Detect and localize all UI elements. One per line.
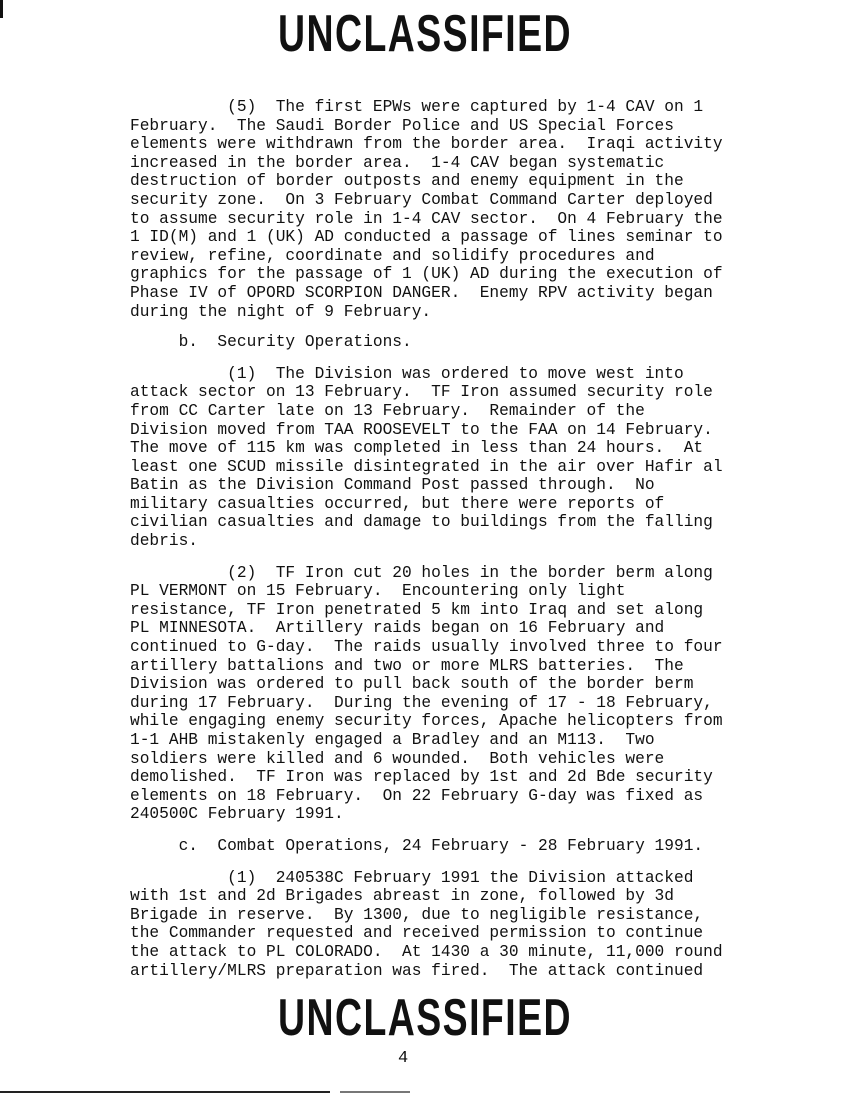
text-line: increased in the border area. 1-4 CAV began systematic — [130, 153, 665, 172]
text-line: graphics for the passage of 1 (UK) AD during the execution of — [130, 265, 723, 284]
text-line: resistance, TF Iron penetrated 5 km into Iraq and set along — [130, 600, 704, 619]
paragraph-security-1 — [130, 365, 723, 551]
document-body — [130, 98, 723, 980]
text-line: during 17 February. During the evening of 17 - 18 February, — [130, 693, 713, 712]
text-line: 1 ID(M) and 1 (UK) AD conducted a passage of lines seminar to — [130, 228, 723, 247]
text-line: Division was ordered to pull back south of the border berm — [130, 675, 694, 694]
heading-combat-operations — [130, 837, 723, 856]
paragraph-combat-1 — [130, 869, 723, 981]
text-line: 240500C February 1991. — [130, 805, 344, 824]
scan-bottom-rule — [340, 1091, 410, 1093]
text-line: Batin as the Division Command Post passed through. No — [130, 476, 655, 495]
paragraph-5 — [130, 98, 723, 321]
text-line: PL VERMONT on 15 February. Encountering only light — [130, 582, 626, 601]
text-line: demolished. TF Iron was replaced by 1st and 2d Bde security — [130, 768, 713, 787]
text-line: attack sector on 13 February. TF Iron assumed security role — [130, 383, 713, 402]
text-line: the attack to PL COLORADO. At 1430 a 30 minute, 11,000 round — [130, 942, 723, 961]
paragraph-security-2 — [130, 564, 723, 824]
text-line: continued to G-day. The raids usually involved three to four — [130, 638, 723, 657]
text-line: to assume security role in 1-4 CAV sector. On 4 February the — [130, 209, 723, 228]
text-line: with 1st and 2d Brigades abreast in zone, followed by 3d — [130, 887, 674, 906]
heading-security-operations — [130, 333, 723, 352]
text-line: during the night of 9 February. — [130, 302, 432, 321]
text-line: from CC Carter late on 13 February. Remainder of the — [130, 401, 645, 420]
text-line: civilian casualties and damage to buildings from the falling — [130, 513, 713, 532]
classification-stamp-text: UNCLASSIFIED — [278, 989, 572, 1047]
text-line: (1) The Division was ordered to move west into — [130, 364, 684, 383]
text-line: elements on 18 February. On 22 February G-day was fixed as — [130, 786, 704, 805]
text-line: (5) The first EPWs were captured by 1-4 CAV on 1 — [130, 98, 704, 116]
text-line: elements were withdrawn from the border area. Iraqi activity — [130, 135, 723, 154]
text-line: 1-1 AHB mistakenly engaged a Bradley and an M113. Two — [130, 731, 655, 749]
text-line: security zone. On 3 February Combat Command Carter deployed — [130, 190, 713, 209]
text-line: the Commander requested and received permission to continue — [130, 924, 704, 943]
text-line: Phase IV of OPORD SCORPION DANGER. Enemy RPV activity began — [130, 283, 713, 302]
text-line: review, refine, coordinate and solidify procedures and — [130, 246, 655, 265]
text-line: February. The Saudi Border Police and US Special Forces — [130, 116, 674, 135]
text-line: artillery battalions and two or more MLRS batteries. The — [130, 656, 684, 675]
classification-stamp-text: UNCLASSIFIED — [278, 5, 572, 63]
text-line: (1) 240538C February 1991 the Division attacked — [130, 868, 694, 887]
text-line: soldiers were killed and 6 wounded. Both vehicles were — [130, 749, 665, 768]
text-line: Brigade in reserve. By 1300, due to negligible resistance, — [130, 905, 704, 924]
text-line: Division moved from TAA ROOSEVELT to the FAA on 14 February. — [130, 420, 713, 439]
text-line: least one SCUD missile disintegrated in the air over Hafir al — [130, 457, 723, 476]
page-number: 4 — [398, 1049, 409, 1068]
text-line: (2) TF Iron cut 20 holes in the border berm along — [130, 563, 713, 582]
text-line: while engaging enemy security forces, Apache helicopters from — [130, 712, 723, 731]
text-line: PL MINNESOTA. Artillery raids began on 16 February and — [130, 619, 665, 638]
scan-bottom-rule — [0, 1091, 330, 1093]
text-line: The move of 115 km was completed in less than 24 hours. At — [130, 439, 704, 458]
text-line: artillery/MLRS preparation was fired. The attack continued — [130, 961, 704, 980]
text-line: b. Security Operations. — [130, 333, 412, 352]
classification-stamp-bottom — [119, 989, 731, 1047]
text-line: military casualties occurred, but there were reports of — [130, 494, 665, 513]
text-line: c. Combat Operations, 24 February - 28 February 1991. — [130, 836, 704, 855]
classification-stamp-top — [119, 5, 731, 63]
text-line: debris. — [130, 532, 198, 551]
scan-edge-mark — [0, 0, 3, 18]
text-line: destruction of border outposts and enemy equipment in the — [130, 172, 684, 191]
